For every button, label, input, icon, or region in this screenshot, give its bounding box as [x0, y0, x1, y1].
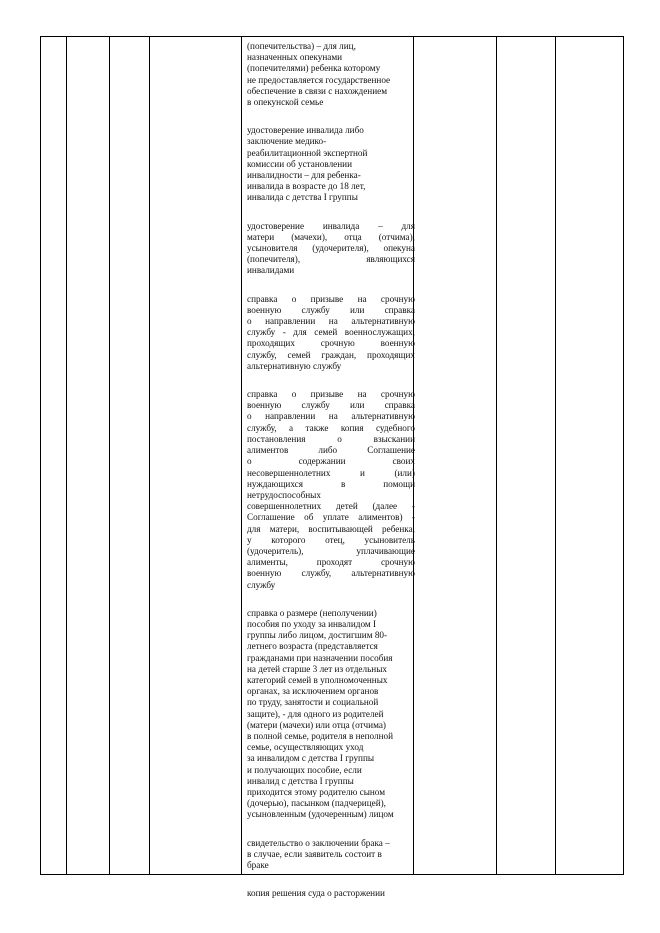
paragraph-line: не предоставляется государственное: [247, 74, 391, 85]
paragraph-line: альтернативную службу: [247, 360, 342, 371]
paragraph-line: о содержании своих: [247, 456, 415, 467]
paragraph-line: пособия по уходу за инвалидом I: [247, 618, 377, 629]
paragraph-line: нуждающихся в помощи: [247, 478, 415, 489]
paragraph-line: военную службу или справка: [247, 400, 415, 411]
document-paragraph-child-disability: [247, 125, 415, 203]
column-divider: [496, 37, 497, 874]
column-divider: [66, 37, 67, 874]
paragraph-line: защите), - для одного из родителей: [247, 708, 384, 719]
paragraph-line: в опекунской семье: [247, 97, 324, 108]
paragraph-line: (попечительства) – для лиц,: [247, 41, 356, 51]
paragraph-line: справка о размере (неполучении): [247, 607, 377, 618]
paragraph-line: службу - для семей военнослужащих,: [247, 327, 415, 338]
paragraph-line: инвалида с детства I группы: [247, 192, 358, 203]
paragraph-line: военную службу, альтернативную: [247, 568, 415, 579]
document-paragraph-military-alimony: [247, 389, 415, 591]
paragraph-line: удостоверение инвалида либо: [247, 125, 364, 136]
column-divider: [109, 37, 110, 874]
paragraph-line: службу, семей граждан, проходящих: [247, 349, 415, 360]
paragraph-line: справка о призыве на срочную: [247, 293, 415, 304]
paragraph-line: свидетельство о заключении брака –: [247, 837, 390, 848]
paragraph-line: о направлении на альтернативную: [247, 411, 415, 422]
paragraph-line: инвалидами: [247, 265, 295, 276]
paragraph-line: удостоверение инвалида – для: [247, 220, 415, 231]
paragraph-line: и получающих пособие, если: [247, 764, 362, 775]
paragraph-line: алиментов либо Соглашение: [247, 445, 415, 456]
paragraph-line: (удочеритель), уплачивающие: [247, 545, 415, 556]
paragraph-line: органах, за исключением органов: [247, 686, 379, 697]
paragraph-line: инвалида в возрасте до 18 лет,: [247, 181, 366, 192]
paragraph-line: проходящих срочную военную: [247, 338, 415, 349]
paragraph-line: (матери (мачехи) или отца (отчима): [247, 719, 386, 730]
paragraph-line: комиссии об установлении: [247, 158, 353, 169]
required-documents-cell: [247, 41, 415, 916]
paragraph-line: семье, осуществляющих уход: [247, 742, 364, 753]
requirements-table: [40, 36, 624, 899]
paragraph-line: Соглашение об уплате алиментов) -: [247, 512, 415, 523]
paragraph-line: обеспечение в связи с нахождением: [247, 85, 388, 96]
paragraph-line: группы либо лицом, достигшим 80-: [247, 630, 388, 641]
paragraph-line: о направлении на альтернативную: [247, 316, 415, 327]
paragraph-line: для матери, воспитывающей ребенка,: [247, 523, 415, 534]
paragraph-line: службу, а также копия судебного: [247, 422, 415, 433]
paragraph-line: (попечителями) ребенка которому: [247, 63, 381, 74]
paragraph-line: совершеннолетних детей (далее -: [247, 501, 415, 512]
paragraph-line: копия решения суда о расторжении: [247, 888, 385, 899]
paragraph-line: категорий семей в уполномоченных: [247, 674, 388, 685]
paragraph-line: гражданами при назначении пособия: [247, 652, 393, 663]
document-paragraph-marriage-certificate: [247, 838, 415, 872]
document-paragraph-divorce-decision: [247, 888, 415, 899]
paragraph-line: алименты, проходят срочную: [247, 557, 415, 568]
paragraph-line: военную службу или справка: [247, 304, 415, 315]
paragraph-line: на детей старше 3 лет из отдельных: [247, 663, 387, 674]
paragraph-line: за инвалидом с детства I группы: [247, 753, 375, 764]
paragraph-line: браке: [247, 860, 269, 870]
paragraph-line: постановления о взыскании: [247, 433, 415, 444]
paragraph-line: усыновленным (удочеренным) лицом: [247, 809, 394, 820]
paragraph-line: в полной семье, родителя в неполной: [247, 730, 394, 741]
paragraph-line: приходится этому родителю сыном: [247, 786, 386, 797]
column-divider: [149, 37, 150, 874]
paragraph-line: службу: [247, 579, 276, 590]
paragraph-line: матери (мачехи), отца (отчима),: [247, 231, 415, 242]
column-divider: [241, 37, 242, 874]
paragraph-line: (дочерью), пасынком (падчерицей),: [247, 798, 386, 809]
document-paragraph-care-allowance: [247, 608, 415, 821]
paragraph-line: в случае, если заявитель состоит в: [247, 848, 382, 859]
paragraph-line: нетрудоспособных: [247, 489, 321, 500]
paragraph-line: реабилитационной экспертной: [247, 147, 368, 158]
paragraph-line: инвалид с детства I группы: [247, 775, 354, 786]
column-divider: [555, 37, 556, 874]
document-paragraph-military-service: [247, 294, 415, 372]
paragraph-line: инвалидности – для ребенка-: [247, 170, 361, 181]
document-paragraph-parent-disability: [247, 221, 415, 277]
paragraph-line: у которого отец, усыновитель: [247, 534, 415, 545]
paragraph-line: назначенных опекунами: [247, 52, 343, 63]
paragraph-line: заключение медико-: [247, 136, 327, 147]
paragraph-line: усыновителя (удочерителя), опекуна: [247, 243, 415, 254]
paragraph-line: несовершеннолетних и (или): [247, 467, 415, 478]
document-paragraph-guardianship: [247, 41, 415, 108]
paragraph-line: по труду, занятости и социальной: [247, 697, 379, 708]
paragraph-line: справка о призыве на срочную: [247, 389, 415, 400]
paragraph-line: (попечителя), являющихся: [247, 254, 415, 265]
paragraph-line: летнего возраста (представляется: [247, 641, 378, 652]
